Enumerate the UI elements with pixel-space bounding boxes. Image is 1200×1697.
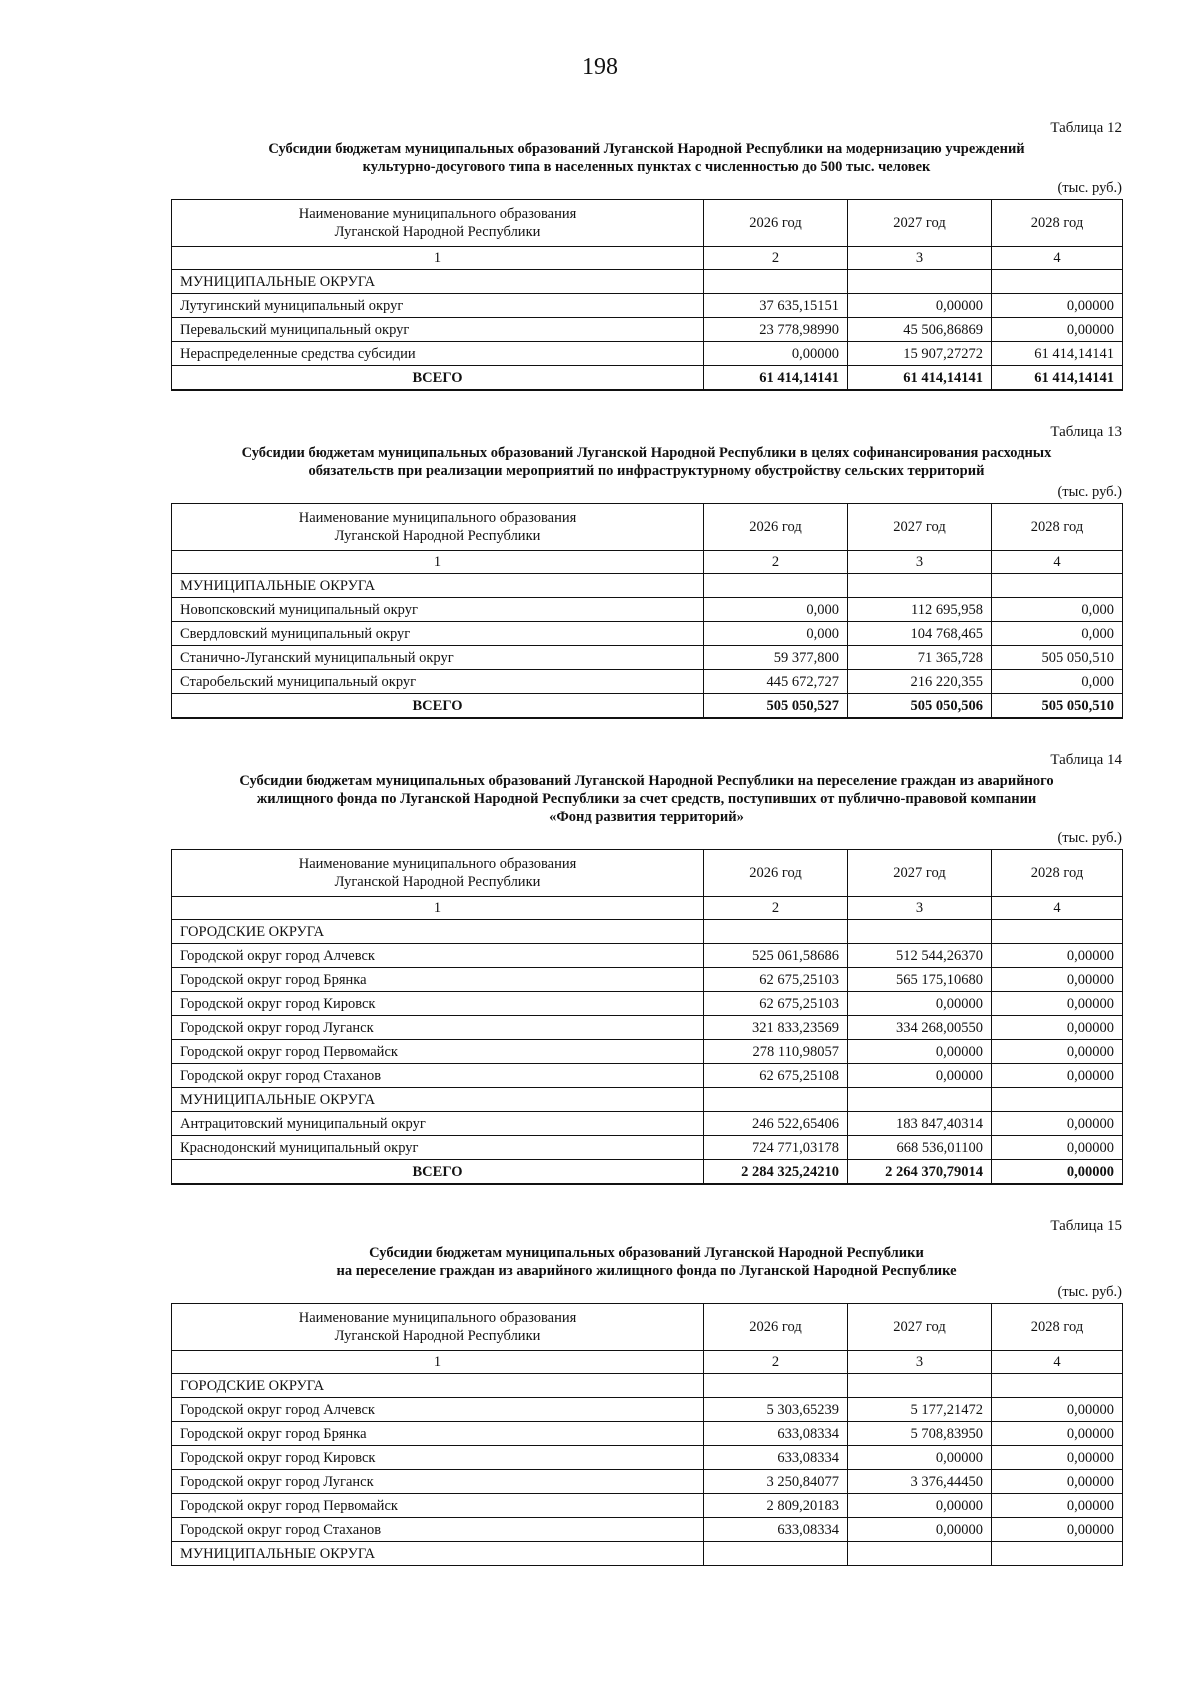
index-row [172,1351,1123,1374]
header-name-line1: Наименование муниципального образования [298,1310,577,1326]
value-2026: 37 635,15151 [704,294,848,318]
table-14 [171,849,1123,1185]
value-2028: 0,00000 [992,1136,1123,1160]
value-2028: 0,00000 [992,944,1123,968]
value-2026: 0,000 [704,622,848,646]
table-row [172,1518,1123,1542]
value-2027: 5 177,21472 [848,1398,992,1422]
value-2027: 104 768,465 [848,622,992,646]
header-row [172,200,1123,247]
index-cell: 4 [992,247,1123,270]
header-2026: 2026 год [704,200,848,247]
row-name: Нераспределенные средства субсидии [172,342,704,366]
value-2027: 0,00000 [848,1064,992,1088]
unit-label: (тыс. руб.) [1057,830,1122,846]
table-row [172,1398,1123,1422]
header-name-line2: Луганской Народной Республики [334,874,541,890]
row-name: Городской округ город Луганск [172,1470,704,1494]
section-row [172,1088,1123,1112]
section-label: МУНИЦИПАЛЬНЫЕ ОКРУГА [172,1542,704,1566]
table-row [172,598,1123,622]
table-row [172,1040,1123,1064]
value-2026: 0,00000 [704,342,848,366]
header-name-line2: Луганской Народной Республики [334,528,541,544]
table-title-line: Субсидии бюджетам муниципальных образований Луганской Народной Республики в целях софинансирования расходных [241,445,1052,461]
row-name: Городской округ город Алчевск [172,1398,704,1422]
value-2027: 565 175,10680 [848,968,992,992]
value-2027: 512 544,26370 [848,944,992,968]
header-2026: 2026 год [704,850,848,897]
header-2028: 2028 год [992,504,1123,551]
table-row [172,1470,1123,1494]
value-2028: 0,00000 [992,294,1123,318]
row-name: Станично-Луганский муниципальный округ [172,646,704,670]
value-2027: 15 907,27272 [848,342,992,366]
total-label: ВСЕГО [172,694,704,719]
value-2026: 5 303,65239 [704,1398,848,1422]
header-name [172,850,704,897]
value-2027: 45 506,86869 [848,318,992,342]
row-name: Городской округ город Брянка [172,968,704,992]
table-15 [171,1303,1123,1566]
row-name: Старобельский муниципальный округ [172,670,704,694]
index-row [172,897,1123,920]
section-row [172,574,1123,598]
value-2028: 0,00000 [992,1040,1123,1064]
value-2027: 668 536,01100 [848,1136,992,1160]
table-row [172,294,1123,318]
table-row [172,944,1123,968]
table-12-block [171,118,1122,391]
table-row [172,342,1123,366]
value-2027: 112 695,958 [848,598,992,622]
total-2026: 2 284 325,24210 [704,1160,848,1185]
value-2028: 0,00000 [992,1112,1123,1136]
row-name: Лутугинский муниципальный округ [172,294,704,318]
row-name: Новопсковский муниципальный округ [172,598,704,622]
value-2027: 0,00000 [848,1518,992,1542]
total-row [172,366,1123,391]
section-label: МУНИЦИПАЛЬНЫЕ ОКРУГА [172,574,704,598]
header-2027: 2027 год [848,850,992,897]
value-2028: 0,00000 [992,1494,1123,1518]
table-row [172,318,1123,342]
table-title-line: культурно-досугового типа в населенных пунктах с численностью до 500 тыс. человек [362,159,931,175]
value-2028: 0,00000 [992,1016,1123,1040]
total-row [172,694,1123,719]
table-title-line: Субсидии бюджетам муниципальных образований Луганской Народной Республики на переселение граждан из аварийного [239,773,1054,789]
index-cell: 2 [704,897,848,920]
table-label: Таблица 14 [1050,752,1122,768]
value-2028: 505 050,510 [992,646,1123,670]
row-name: Городской округ город Стаханов [172,1064,704,1088]
value-2027: 71 365,728 [848,646,992,670]
header-2027: 2027 год [848,200,992,247]
table-row [172,1136,1123,1160]
table-row [172,1112,1123,1136]
table-title [171,1244,1122,1280]
value-2028: 0,00000 [992,318,1123,342]
value-2028: 0,000 [992,670,1123,694]
row-name: Городской округ город Кировск [172,992,704,1016]
header-name [172,200,704,247]
value-2028: 0,00000 [992,1064,1123,1088]
table-13-block [171,422,1122,719]
table-title [171,772,1122,826]
table-label: Таблица 12 [1050,120,1122,136]
index-cell: 2 [704,551,848,574]
value-2027: 0,00000 [848,992,992,1016]
header-name-line2: Луганской Народной Республики [334,224,541,240]
value-2026: 62 675,25108 [704,1064,848,1088]
value-2026: 633,08334 [704,1518,848,1542]
value-2027: 0,00000 [848,1040,992,1064]
header-name [172,504,704,551]
value-2026: 633,08334 [704,1446,848,1470]
value-2026: 724 771,03178 [704,1136,848,1160]
value-2026: 633,08334 [704,1422,848,1446]
total-label: ВСЕГО [172,1160,704,1185]
index-cell: 2 [704,247,848,270]
index-cell: 2 [704,1351,848,1374]
value-2028: 0,000 [992,622,1123,646]
row-name: Перевальский муниципальный округ [172,318,704,342]
index-cell: 3 [848,551,992,574]
value-2028: 61 414,14141 [992,342,1123,366]
index-cell: 3 [848,897,992,920]
value-2026: 3 250,84077 [704,1470,848,1494]
value-2028: 0,000 [992,598,1123,622]
unit-label: (тыс. руб.) [1057,180,1122,196]
value-2028: 0,00000 [992,992,1123,1016]
unit-label: (тыс. руб.) [1057,484,1122,500]
row-name: Городской округ город Первомайск [172,1494,704,1518]
table-row [172,646,1123,670]
value-2026: 62 675,25103 [704,992,848,1016]
row-name: Городской округ город Кировск [172,1446,704,1470]
row-name: Городской округ город Алчевск [172,944,704,968]
table-label: Таблица 13 [1050,424,1122,440]
value-2028: 0,00000 [992,1518,1123,1542]
value-2026: 2 809,20183 [704,1494,848,1518]
row-name: Краснодонский муниципальный округ [172,1136,704,1160]
index-row [172,247,1123,270]
value-2026: 59 377,800 [704,646,848,670]
value-2027: 334 268,00550 [848,1016,992,1040]
value-2026: 525 061,58686 [704,944,848,968]
table-14-block [171,750,1122,1185]
table-row [172,1422,1123,1446]
table-title [171,444,1122,480]
index-cell: 4 [992,897,1123,920]
total-2028: 505 050,510 [992,694,1123,719]
value-2026: 23 778,98990 [704,318,848,342]
index-row [172,551,1123,574]
table-row [172,622,1123,646]
total-2027: 2 264 370,79014 [848,1160,992,1185]
total-2027: 61 414,14141 [848,366,992,391]
table-title-line: на переселение граждан из аварийного жилищного фонда по Луганской Народной Республике [336,1263,957,1279]
index-cell: 4 [992,1351,1123,1374]
row-name: Городской округ город Луганск [172,1016,704,1040]
table-row [172,968,1123,992]
table-row [172,992,1123,1016]
section-label: ГОРОДСКИЕ ОКРУГА [172,920,704,944]
row-name: Городской округ город Брянка [172,1422,704,1446]
value-2028: 0,00000 [992,968,1123,992]
index-cell: 1 [172,1351,704,1374]
value-2027: 183 847,40314 [848,1112,992,1136]
row-name: Свердловский муниципальный округ [172,622,704,646]
value-2027: 0,00000 [848,1446,992,1470]
index-cell: 1 [172,897,704,920]
index-cell: 1 [172,551,704,574]
row-name: Городской округ город Первомайск [172,1040,704,1064]
section-row [172,920,1123,944]
table-title-line: Субсидии бюджетам муниципальных образований Луганской Народной Республики на модернизацию учреждений [268,141,1025,157]
header-name-line2: Луганской Народной Республики [334,1328,541,1344]
value-2026: 62 675,25103 [704,968,848,992]
header-name-line1: Наименование муниципального образования [298,856,577,872]
header-row [172,1304,1123,1351]
value-2026: 445 672,727 [704,670,848,694]
value-2027: 3 376,44450 [848,1470,992,1494]
value-2026: 278 110,98057 [704,1040,848,1064]
table-row [172,1446,1123,1470]
table-label: Таблица 15 [1050,1218,1122,1234]
index-cell: 1 [172,247,704,270]
section-label: ГОРОДСКИЕ ОКРУГА [172,1374,704,1398]
row-name: Городской округ город Стаханов [172,1518,704,1542]
index-cell: 3 [848,247,992,270]
total-2028: 61 414,14141 [992,366,1123,391]
header-2028: 2028 год [992,200,1123,247]
total-label: ВСЕГО [172,366,704,391]
table-title-line: обязательств при реализации мероприятий по инфраструктурному обустройству сельских территорий [308,463,985,479]
header-name-line1: Наименование муниципального образования [298,206,577,222]
value-2026: 246 522,65406 [704,1112,848,1136]
table-title-line: жилищного фонда по Луганской Народной Республики за счет средств, поступивших от публично-правовой компании [256,791,1037,807]
header-2026: 2026 год [704,504,848,551]
unit-label: (тыс. руб.) [1057,1284,1122,1300]
row-name: Антрацитовский муниципальный округ [172,1112,704,1136]
index-cell: 4 [992,551,1123,574]
table-row [172,1016,1123,1040]
value-2028: 0,00000 [992,1470,1123,1494]
value-2026: 321 833,23569 [704,1016,848,1040]
value-2027: 0,00000 [848,294,992,318]
section-row [172,1374,1123,1398]
value-2028: 0,00000 [992,1446,1123,1470]
section-row [172,1542,1123,1566]
index-cell: 3 [848,1351,992,1374]
table-title-line: Субсидии бюджетам муниципальных образований Луганской Народной Республики [369,1245,924,1261]
total-row [172,1160,1123,1185]
table-15-block [171,1216,1122,1566]
table-title [171,140,1122,176]
total-2026: 61 414,14141 [704,366,848,391]
section-row [172,270,1123,294]
header-2028: 2028 год [992,1304,1123,1351]
table-12 [171,199,1123,391]
header-row [172,850,1123,897]
table-row [172,1064,1123,1088]
value-2027: 0,00000 [848,1494,992,1518]
header-name [172,1304,704,1351]
table-row [172,670,1123,694]
table-13 [171,503,1123,719]
section-label: МУНИЦИПАЛЬНЫЕ ОКРУГА [172,270,704,294]
value-2028: 0,00000 [992,1398,1123,1422]
header-row [172,504,1123,551]
header-2026: 2026 год [704,1304,848,1351]
value-2027: 5 708,83950 [848,1422,992,1446]
header-2028: 2028 год [992,850,1123,897]
value-2027: 216 220,355 [848,670,992,694]
section-label: МУНИЦИПАЛЬНЫЕ ОКРУГА [172,1088,704,1112]
value-2028: 0,00000 [992,1422,1123,1446]
header-2027: 2027 год [848,504,992,551]
total-2026: 505 050,527 [704,694,848,719]
header-2027: 2027 год [848,1304,992,1351]
table-title-line: «Фонд развития территорий» [549,809,744,825]
total-2028: 0,00000 [992,1160,1123,1185]
total-2027: 505 050,506 [848,694,992,719]
page-number: 198 [582,54,618,80]
table-row [172,1494,1123,1518]
value-2026: 0,000 [704,598,848,622]
header-name-line1: Наименование муниципального образования [298,510,577,526]
